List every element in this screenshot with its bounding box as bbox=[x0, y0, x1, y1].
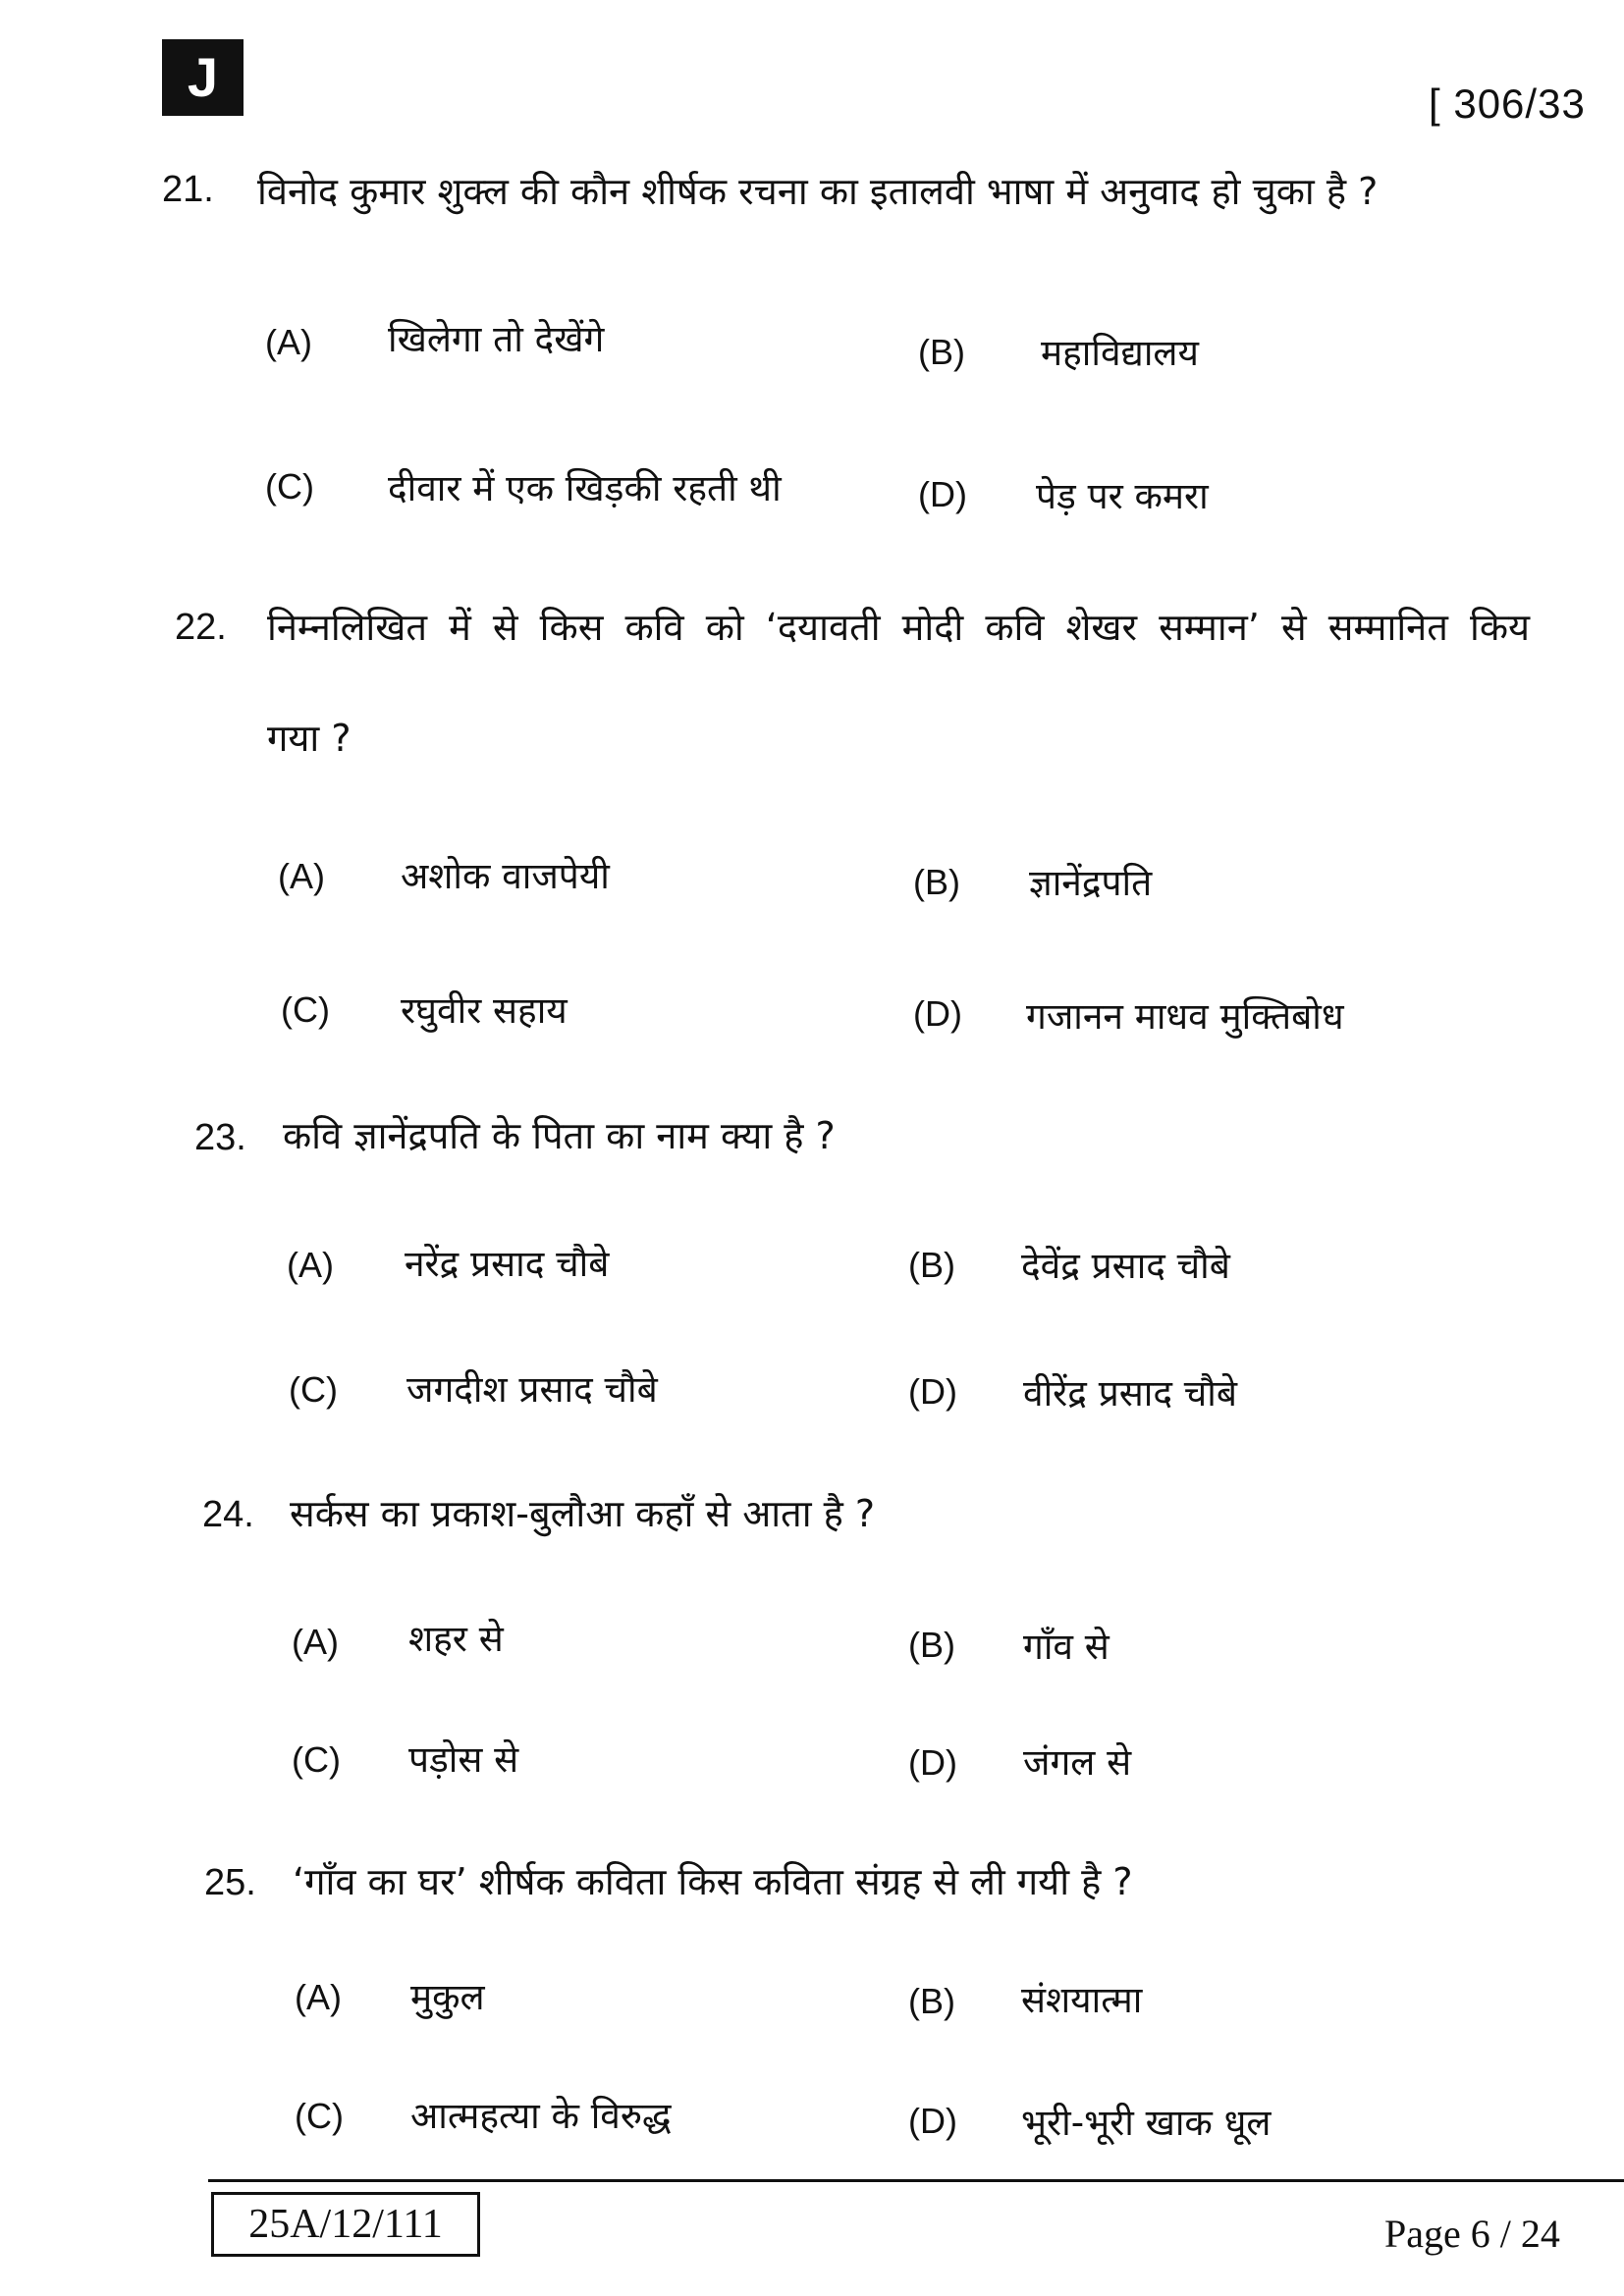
option-label: (A) bbox=[287, 1245, 334, 1285]
option-label: (B) bbox=[913, 862, 960, 902]
option-text: पेड़ पर कमरा bbox=[1036, 475, 1209, 517]
option-label: (D) bbox=[918, 474, 967, 514]
question-text: सर्कस का प्रकाश-बुलौआ कहाँ से आता है ? bbox=[290, 1492, 876, 1535]
set-letter-badge: J bbox=[162, 39, 244, 116]
option-label: (D) bbox=[908, 1371, 957, 1412]
question-text-continued: गया ? bbox=[267, 717, 352, 760]
question-number: 21. bbox=[162, 169, 214, 210]
option-text: जगदीश प्रसाद चौबे bbox=[406, 1368, 658, 1411]
option-text: नरेंद्र प्रसाद चौबे bbox=[405, 1243, 610, 1285]
option-label: (B) bbox=[918, 332, 965, 372]
option-label: (C) bbox=[292, 1739, 341, 1780]
option-text: रघुवीर सहाय bbox=[401, 989, 568, 1032]
question-text: विनोद कुमार शुक्ल की कौन शीर्षक रचना का इतालवी भाषा में अनुवाद हो चुका है ? bbox=[257, 170, 1379, 213]
option-label: (D) bbox=[908, 2101, 957, 2141]
option-text: महाविद्यालय bbox=[1041, 332, 1199, 374]
option-text: वीरेंद्र प्रसाद चौबे bbox=[1023, 1372, 1237, 1415]
option-label: (D) bbox=[908, 1742, 957, 1783]
footer-divider bbox=[208, 2179, 1624, 2182]
option-text: जंगल से bbox=[1023, 1741, 1132, 1784]
option-text: शहर से bbox=[408, 1618, 504, 1660]
option-text: आत्महत्या के विरुद्ध bbox=[410, 2095, 672, 2137]
option-text: खिलेगा तो देखेंगे bbox=[388, 318, 605, 360]
option-text: भूरी-भूरी खाक धूल bbox=[1021, 2102, 1272, 2144]
option-label: (C) bbox=[281, 989, 330, 1030]
question-text: कवि ज्ञानेंद्रपति के पिता का नाम क्या है ? bbox=[283, 1114, 836, 1157]
option-label: (A) bbox=[265, 322, 312, 362]
option-label: (A) bbox=[295, 1977, 342, 2017]
question-number: 22. bbox=[175, 607, 227, 648]
option-label: (C) bbox=[265, 466, 314, 507]
option-text: मुकुल bbox=[410, 1976, 485, 2018]
option-text: संशयात्मा bbox=[1021, 1979, 1143, 2021]
question-number: 25. bbox=[204, 1862, 256, 1903]
option-text: ज्ञानेंद्रपति bbox=[1029, 862, 1153, 904]
option-label: (A) bbox=[292, 1622, 339, 1662]
option-text: दीवार में एक खिड़की रहती थी bbox=[388, 467, 782, 509]
option-text: देवेंद्र प्रसाद चौबे bbox=[1021, 1245, 1230, 1287]
option-label: (C) bbox=[289, 1369, 338, 1410]
option-label: (B) bbox=[908, 1981, 955, 2021]
option-label: (B) bbox=[908, 1245, 955, 1285]
booklet-code-box: 25A/12/111 bbox=[211, 2192, 480, 2257]
option-label: (C) bbox=[295, 2096, 344, 2136]
paper-code: [ 306/33 bbox=[1429, 80, 1586, 127]
option-label: (D) bbox=[913, 993, 962, 1034]
question-text: निम्नलिखित में से किस कवि को ‘दयावती मोदी कवि शेखर सम्मान’ से सम्मानित किय bbox=[267, 606, 1531, 649]
option-label: (B) bbox=[908, 1625, 955, 1665]
page-number: Page 6 / 24 bbox=[1384, 2212, 1560, 2256]
option-text: गाँव से bbox=[1023, 1626, 1110, 1668]
question-number: 24. bbox=[202, 1494, 254, 1535]
option-text: गजानन माधव मुक्तिबोध bbox=[1026, 995, 1344, 1038]
question-number: 23. bbox=[194, 1117, 246, 1158]
question-text: ‘गाँव का घर’ शीर्षक कविता किस कविता संग्रह से ली गयी है ? bbox=[293, 1860, 1133, 1903]
option-text: अशोक वाजपेयी bbox=[401, 855, 610, 897]
option-label: (A) bbox=[278, 856, 325, 896]
option-text: पड़ोस से bbox=[408, 1738, 519, 1781]
